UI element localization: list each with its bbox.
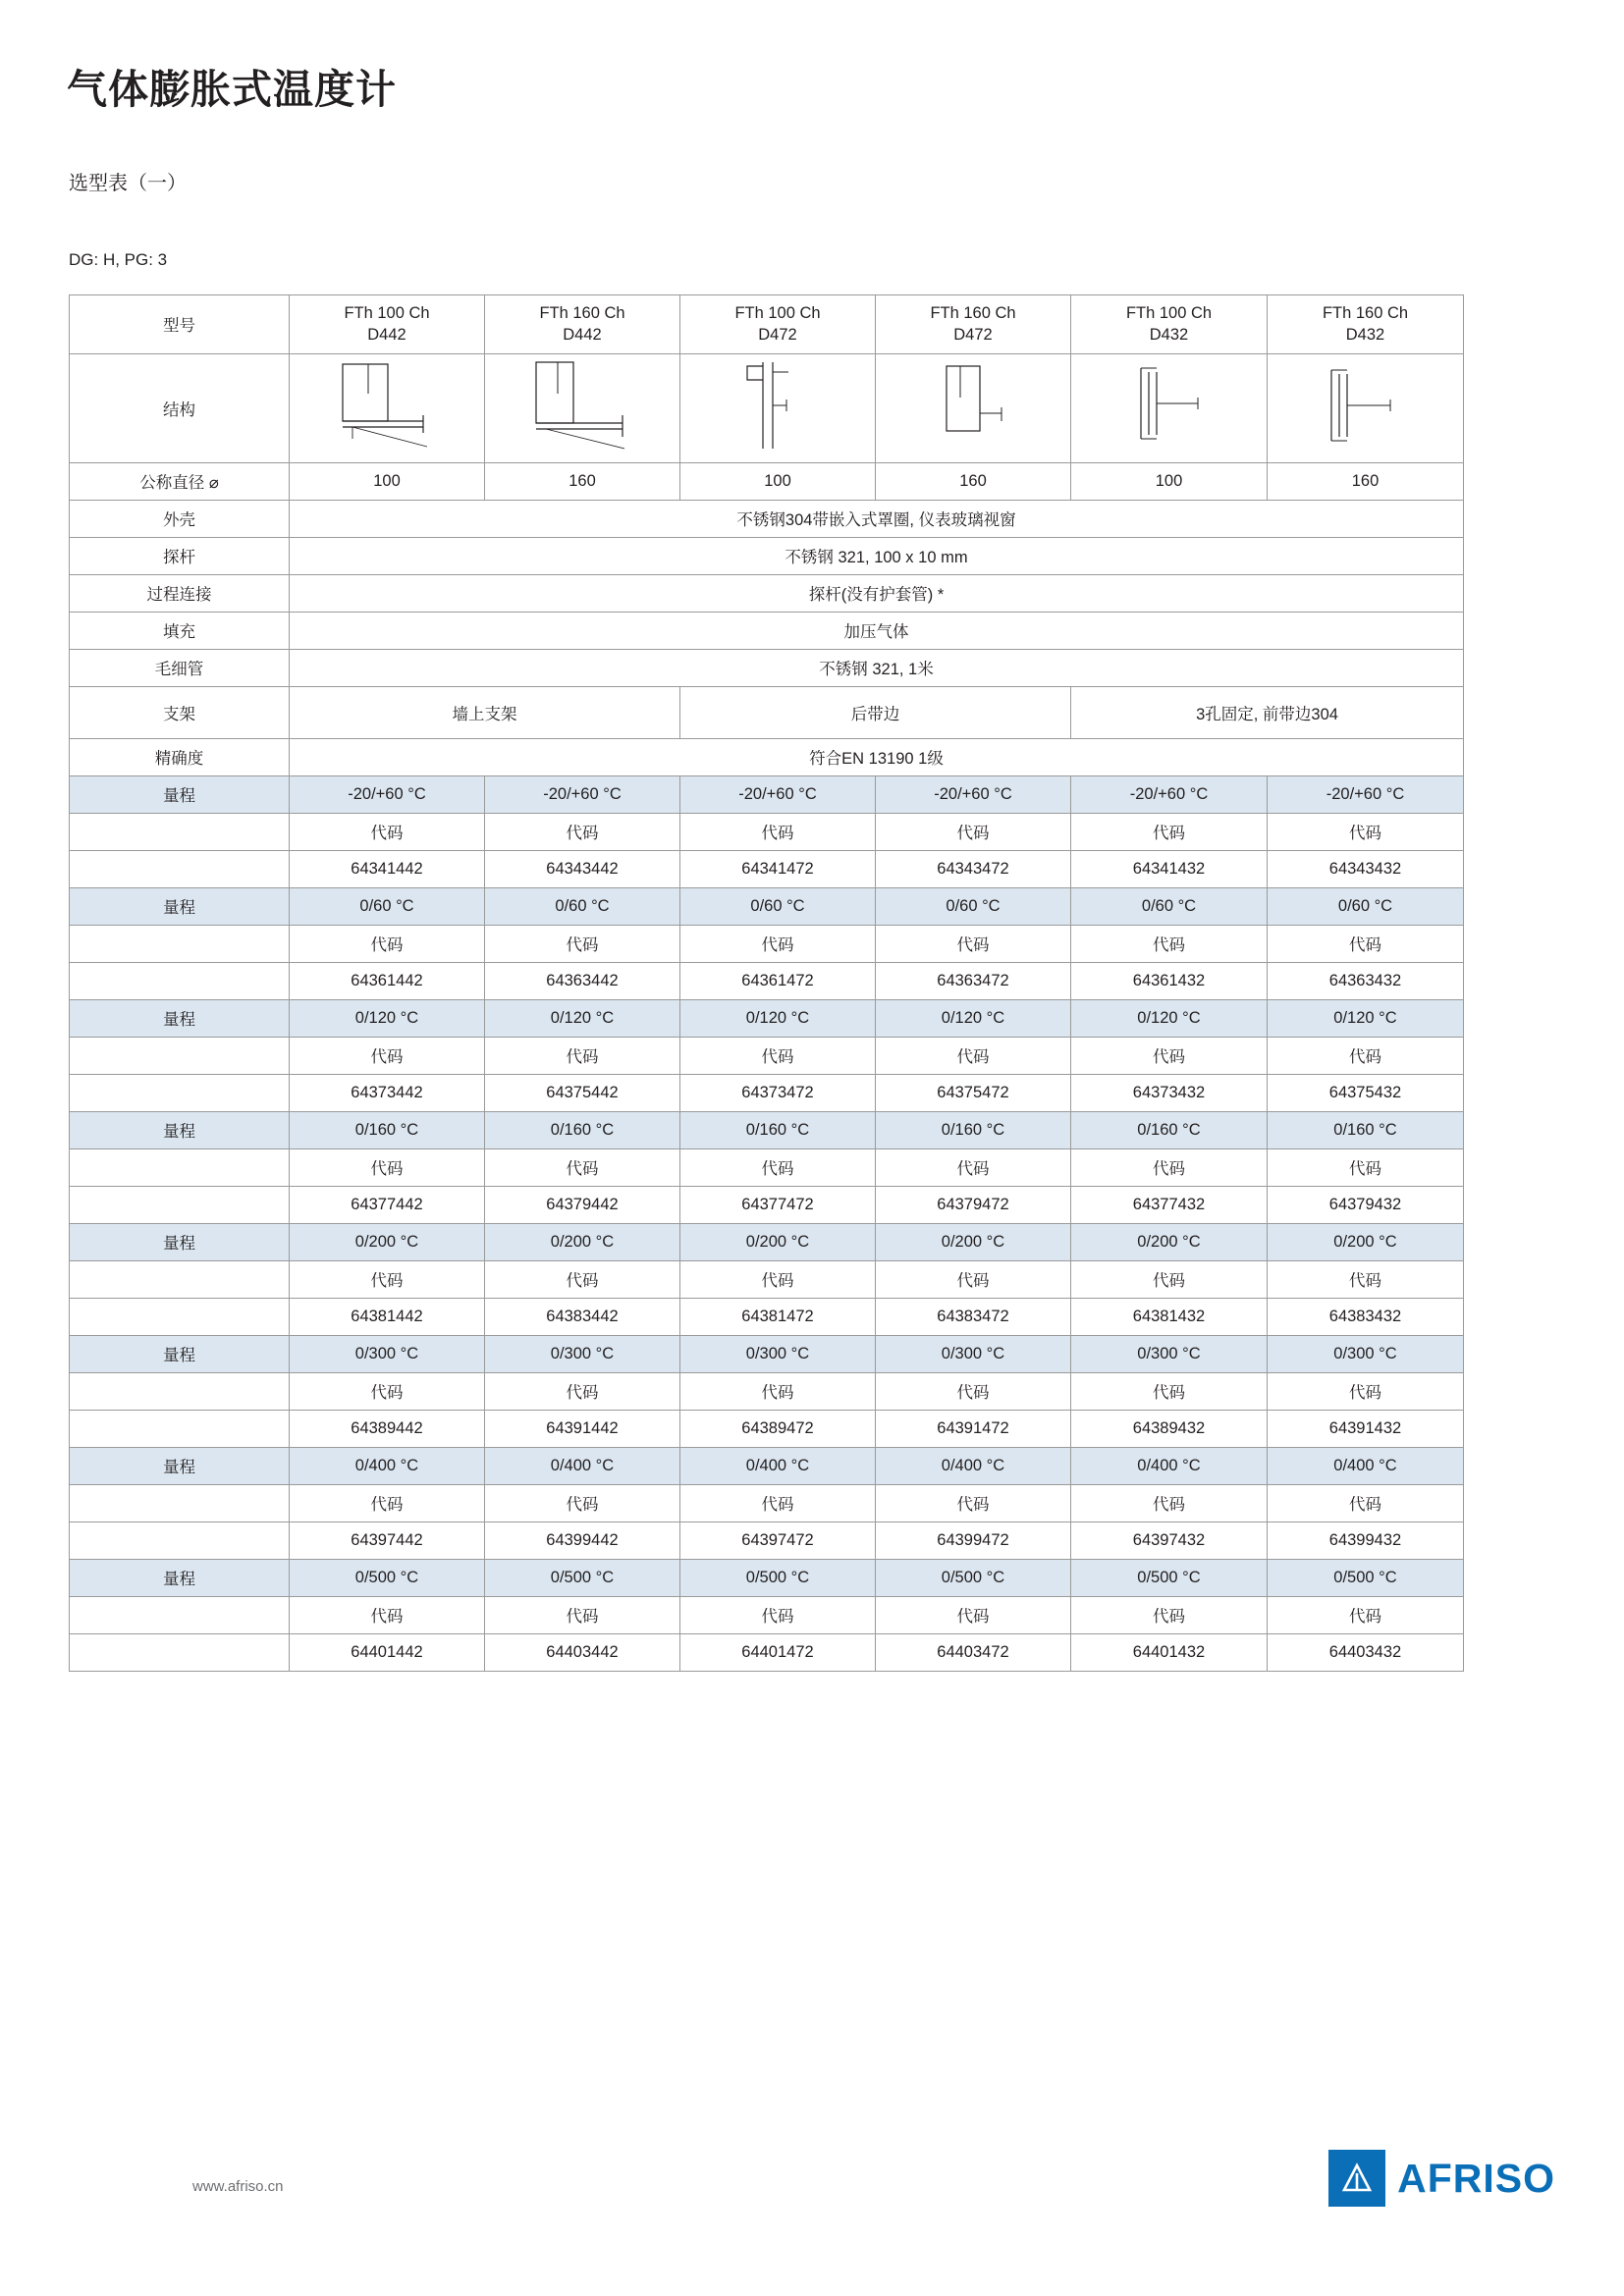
table-row-code-label — [70, 925, 1464, 962]
range-value: 0/160 °C — [680, 1111, 876, 1148]
code-value: 64403442 — [485, 1633, 680, 1671]
range-value: 0/200 °C — [1268, 1223, 1464, 1260]
table-row-capillary — [70, 649, 1464, 686]
thermometer-front-flange-160-icon — [1292, 354, 1439, 462]
range-value: 0/120 °C — [1071, 999, 1268, 1037]
code-label: 代码 — [1071, 1484, 1268, 1522]
bracket-value-3: 3孔固定, 前带边304 — [1071, 686, 1464, 738]
code-label: 代码 — [1071, 1372, 1268, 1410]
code-value: 64397442 — [290, 1522, 485, 1559]
stem-value: 不锈钢 321, 100 x 10 mm — [290, 537, 1464, 574]
nominal-diameter-2: 160 — [485, 462, 680, 500]
range-value: -20/+60 °C — [876, 775, 1071, 813]
nominal-diameter-3: 100 — [680, 462, 876, 500]
code-label: 代码 — [290, 925, 485, 962]
model-line2: D442 — [367, 326, 406, 345]
table-row-bracket — [70, 686, 1464, 738]
page-subtitle: 选型表（一） — [69, 173, 187, 194]
thermometer-rear-flange-160-icon — [899, 354, 1047, 462]
range-value: -20/+60 °C — [680, 775, 876, 813]
nominal-diameter-4: 160 — [876, 462, 1071, 500]
afriso-logo — [1328, 2150, 1555, 2207]
row-label-empty — [70, 1298, 290, 1335]
table-cell-model-6 — [1268, 295, 1464, 354]
code-value: 64363472 — [876, 962, 1071, 999]
code-label: 代码 — [1268, 1037, 1464, 1074]
table-row-accuracy — [70, 738, 1464, 775]
model-line2: D432 — [1345, 326, 1385, 345]
code-value: 64383472 — [876, 1298, 1071, 1335]
row-label-empty — [70, 1074, 290, 1111]
code-value: 64379472 — [876, 1186, 1071, 1223]
table-row-structure — [70, 353, 1464, 462]
table-row-code-label — [70, 1484, 1464, 1522]
range-value: 0/160 °C — [290, 1111, 485, 1148]
model-line1: FTh 160 Ch — [539, 304, 625, 322]
row-label-range: 量程 — [70, 1559, 290, 1596]
range-value: 0/300 °C — [485, 1335, 680, 1372]
code-value: 64341442 — [290, 850, 485, 887]
range-value: 0/120 °C — [1268, 999, 1464, 1037]
range-value: 0/60 °C — [485, 887, 680, 925]
nominal-diameter-6: 160 — [1268, 462, 1464, 500]
table-row-code-value — [70, 1074, 1464, 1111]
table-row-range — [70, 999, 1464, 1037]
range-value: 0/500 °C — [876, 1559, 1071, 1596]
code-label: 代码 — [485, 925, 680, 962]
range-value: 0/120 °C — [290, 999, 485, 1037]
range-value: 0/160 °C — [1071, 1111, 1268, 1148]
model-line1: FTh 160 Ch — [930, 304, 1016, 322]
model-line2: D472 — [758, 326, 797, 345]
table-row-code-value — [70, 1298, 1464, 1335]
code-value: 64397432 — [1071, 1522, 1268, 1559]
table-row-code-value — [70, 1633, 1464, 1671]
code-value: 64361442 — [290, 962, 485, 999]
row-label-capillary: 毛细管 — [70, 649, 290, 686]
code-value: 64399442 — [485, 1522, 680, 1559]
code-label: 代码 — [1071, 1037, 1268, 1074]
row-label-empty — [70, 1410, 290, 1447]
table-row-nominal-diameter — [70, 462, 1464, 500]
code-label: 代码 — [1071, 813, 1268, 850]
code-value: 64397472 — [680, 1522, 876, 1559]
code-label: 代码 — [485, 1260, 680, 1298]
code-value: 64379432 — [1268, 1186, 1464, 1223]
table-row-process-connection — [70, 574, 1464, 612]
bracket-value-1: 墙上支架 — [290, 686, 680, 738]
row-label-empty — [70, 962, 290, 999]
table-row-code-value — [70, 1522, 1464, 1559]
thermometer-rear-flange-100-icon — [704, 354, 851, 462]
code-value: 64363442 — [485, 962, 680, 999]
row-label-empty — [70, 1260, 290, 1298]
range-value: 0/200 °C — [876, 1223, 1071, 1260]
code-value: 64401442 — [290, 1633, 485, 1671]
table-cell-model-2 — [485, 295, 680, 354]
nominal-diameter-1: 100 — [290, 462, 485, 500]
table-row-code-value — [70, 1186, 1464, 1223]
code-value: 64399472 — [876, 1522, 1071, 1559]
range-value: 0/500 °C — [1268, 1559, 1464, 1596]
table-row-code-label — [70, 1260, 1464, 1298]
code-value: 64341472 — [680, 850, 876, 887]
table-row-filling — [70, 612, 1464, 649]
row-label-empty — [70, 813, 290, 850]
code-value: 64403472 — [876, 1633, 1071, 1671]
code-value: 64399432 — [1268, 1522, 1464, 1559]
table-row-housing — [70, 500, 1464, 537]
filling-value: 加压气体 — [290, 612, 1464, 649]
range-value: -20/+60 °C — [290, 775, 485, 813]
code-value: 64375432 — [1268, 1074, 1464, 1111]
table-row-code-value — [70, 962, 1464, 999]
row-label-stem: 探杆 — [70, 537, 290, 574]
row-label-empty — [70, 850, 290, 887]
code-label: 代码 — [290, 1037, 485, 1074]
code-label: 代码 — [876, 1148, 1071, 1186]
page-title: 气体膨胀式温度计 — [67, 67, 397, 112]
structure-drawing-4 — [876, 353, 1071, 462]
range-value: 0/500 °C — [290, 1559, 485, 1596]
thermometer-wall-bracket-160-icon — [509, 354, 656, 462]
range-value: 0/500 °C — [1071, 1559, 1268, 1596]
code-value: 64389472 — [680, 1410, 876, 1447]
code-value: 64363432 — [1268, 962, 1464, 999]
code-value: 64375472 — [876, 1074, 1071, 1111]
code-label: 代码 — [680, 1484, 876, 1522]
code-label: 代码 — [680, 813, 876, 850]
row-label-housing: 外壳 — [70, 500, 290, 537]
code-label: 代码 — [1071, 1260, 1268, 1298]
range-value: 0/200 °C — [680, 1223, 876, 1260]
code-label: 代码 — [290, 1372, 485, 1410]
code-label: 代码 — [1071, 1596, 1268, 1633]
row-label-range: 量程 — [70, 1111, 290, 1148]
code-label: 代码 — [1268, 1596, 1464, 1633]
range-value: 0/400 °C — [1268, 1447, 1464, 1484]
table-cell-model-1 — [290, 295, 485, 354]
code-label: 代码 — [485, 1484, 680, 1522]
row-label-range: 量程 — [70, 1447, 290, 1484]
code-label: 代码 — [290, 1596, 485, 1633]
code-label: 代码 — [680, 1260, 876, 1298]
code-label: 代码 — [680, 1148, 876, 1186]
row-label-empty — [70, 1372, 290, 1410]
range-value: 0/300 °C — [1268, 1335, 1464, 1372]
code-label: 代码 — [290, 813, 485, 850]
code-value: 64381442 — [290, 1298, 485, 1335]
structure-drawing-1 — [290, 353, 485, 462]
range-value: 0/160 °C — [876, 1111, 1071, 1148]
code-value: 64373442 — [290, 1074, 485, 1111]
housing-value: 不锈钢304带嵌入式罩圈, 仪表玻璃视窗 — [290, 500, 1464, 537]
code-label: 代码 — [680, 1596, 876, 1633]
footer-url[interactable]: www.afriso.cn — [192, 2178, 284, 2195]
range-value: 0/500 °C — [485, 1559, 680, 1596]
range-value: 0/120 °C — [485, 999, 680, 1037]
range-value: 0/300 °C — [876, 1335, 1071, 1372]
table-cell-model-5 — [1071, 295, 1268, 354]
range-value: 0/200 °C — [485, 1223, 680, 1260]
range-value: 0/200 °C — [1071, 1223, 1268, 1260]
code-value: 64389432 — [1071, 1410, 1268, 1447]
accuracy-value: 符合EN 13190 1级 — [290, 738, 1464, 775]
code-label: 代码 — [876, 1484, 1071, 1522]
code-value: 64383442 — [485, 1298, 680, 1335]
code-value: 64383432 — [1268, 1298, 1464, 1335]
table-row-code-label — [70, 1148, 1464, 1186]
range-value: 0/400 °C — [680, 1447, 876, 1484]
table-row-code-label — [70, 813, 1464, 850]
code-label: 代码 — [1268, 1484, 1464, 1522]
row-label-accuracy: 精确度 — [70, 738, 290, 775]
code-label: 代码 — [680, 1037, 876, 1074]
code-value: 64381432 — [1071, 1298, 1268, 1335]
range-value: 0/120 °C — [876, 999, 1071, 1037]
range-value: 0/160 °C — [485, 1111, 680, 1148]
range-value: -20/+60 °C — [1071, 775, 1268, 813]
code-value: 64389442 — [290, 1410, 485, 1447]
code-value: 64391432 — [1268, 1410, 1464, 1447]
model-line1: FTh 160 Ch — [1322, 304, 1409, 322]
range-value: -20/+60 °C — [1268, 775, 1464, 813]
code-value: 64391472 — [876, 1410, 1071, 1447]
range-value: 0/300 °C — [290, 1335, 485, 1372]
row-label-empty — [70, 925, 290, 962]
range-value: 0/400 °C — [485, 1447, 680, 1484]
dg-pg-line: DG: H, PG: 3 — [69, 250, 168, 269]
range-value: 0/400 °C — [1071, 1447, 1268, 1484]
range-value: 0/120 °C — [680, 999, 876, 1037]
code-value: 64373472 — [680, 1074, 876, 1111]
thermometer-front-flange-100-icon — [1096, 354, 1243, 462]
row-label-range: 量程 — [70, 1223, 290, 1260]
code-value: 64377472 — [680, 1186, 876, 1223]
table-row-code-value — [70, 850, 1464, 887]
code-label: 代码 — [485, 1596, 680, 1633]
range-value: 0/60 °C — [680, 887, 876, 925]
row-label-range: 量程 — [70, 999, 290, 1037]
code-label: 代码 — [876, 1260, 1071, 1298]
structure-drawing-5 — [1071, 353, 1268, 462]
table-row-code-label — [70, 1596, 1464, 1633]
code-label: 代码 — [485, 1148, 680, 1186]
model-line1: FTh 100 Ch — [344, 304, 430, 322]
range-value: 0/60 °C — [1268, 887, 1464, 925]
range-value: 0/500 °C — [680, 1559, 876, 1596]
capillary-value: 不锈钢 321, 1米 — [290, 649, 1464, 686]
code-label: 代码 — [1071, 1148, 1268, 1186]
code-label: 代码 — [290, 1484, 485, 1522]
model-line2: D432 — [1149, 326, 1189, 345]
row-label-empty — [70, 1037, 290, 1074]
nominal-diameter-5: 100 — [1071, 462, 1268, 500]
table-row-range — [70, 1447, 1464, 1484]
code-value: 64361472 — [680, 962, 876, 999]
code-label: 代码 — [680, 1372, 876, 1410]
code-value: 64361432 — [1071, 962, 1268, 999]
code-value: 64377442 — [290, 1186, 485, 1223]
table-row-stem — [70, 537, 1464, 574]
table-cell-model-3 — [680, 295, 876, 354]
code-label: 代码 — [485, 813, 680, 850]
code-label: 代码 — [680, 925, 876, 962]
code-label: 代码 — [290, 1260, 485, 1298]
model-line1: FTh 100 Ch — [1125, 304, 1213, 322]
range-value: 0/400 °C — [876, 1447, 1071, 1484]
code-label: 代码 — [1268, 1148, 1464, 1186]
row-label-empty — [70, 1484, 290, 1522]
table-cell-model-4 — [876, 295, 1071, 354]
code-value: 64401472 — [680, 1633, 876, 1671]
table-row-code-label — [70, 1372, 1464, 1410]
structure-drawing-2 — [485, 353, 680, 462]
row-label-empty — [70, 1522, 290, 1559]
row-label-structure: 结构 — [70, 353, 290, 462]
row-label-range: 量程 — [70, 775, 290, 813]
afriso-mark-icon — [1328, 2150, 1385, 2207]
code-value: 64373432 — [1071, 1074, 1268, 1111]
row-label-model: 型号 — [70, 295, 290, 354]
code-label: 代码 — [1268, 1260, 1464, 1298]
model-line2: D472 — [953, 326, 993, 345]
table-row-model — [70, 295, 1464, 354]
range-value: -20/+60 °C — [485, 775, 680, 813]
table-row-range — [70, 775, 1464, 813]
process-connection-value: 探杆(没有护套管) * — [290, 574, 1464, 612]
row-label-bracket: 支架 — [70, 686, 290, 738]
table-row-range — [70, 887, 1464, 925]
code-label: 代码 — [485, 1372, 680, 1410]
code-value: 64391442 — [485, 1410, 680, 1447]
row-label-range: 量程 — [70, 887, 290, 925]
structure-drawing-3 — [680, 353, 876, 462]
code-label: 代码 — [876, 925, 1071, 962]
code-label: 代码 — [1071, 925, 1268, 962]
model-line1: FTh 100 Ch — [734, 304, 821, 322]
code-value: 64381472 — [680, 1298, 876, 1335]
row-label-filling: 填充 — [70, 612, 290, 649]
table-row-code-value — [70, 1410, 1464, 1447]
range-value: 0/60 °C — [1071, 887, 1268, 925]
code-value: 64343432 — [1268, 850, 1464, 887]
row-label-empty — [70, 1148, 290, 1186]
code-value: 64401432 — [1071, 1633, 1268, 1671]
row-label-range: 量程 — [70, 1335, 290, 1372]
range-value: 0/400 °C — [290, 1447, 485, 1484]
table-row-code-label — [70, 1037, 1464, 1074]
range-value: 0/300 °C — [680, 1335, 876, 1372]
code-value: 64343472 — [876, 850, 1071, 887]
table-row-range — [70, 1335, 1464, 1372]
table-row-range — [70, 1223, 1464, 1260]
code-label: 代码 — [1268, 925, 1464, 962]
code-label: 代码 — [485, 1037, 680, 1074]
code-value: 64341432 — [1071, 850, 1268, 887]
code-label: 代码 — [1268, 813, 1464, 850]
code-value: 64377432 — [1071, 1186, 1268, 1223]
row-label-empty — [70, 1186, 290, 1223]
range-value: 0/60 °C — [290, 887, 485, 925]
code-value: 64375442 — [485, 1074, 680, 1111]
row-label-process-connection: 过程连接 — [70, 574, 290, 612]
bracket-value-2: 后带边 — [680, 686, 1071, 738]
code-value: 64403432 — [1268, 1633, 1464, 1671]
thermometer-wall-bracket-100-icon — [313, 354, 460, 462]
table-row-range — [70, 1111, 1464, 1148]
code-value: 64343442 — [485, 850, 680, 887]
code-label: 代码 — [876, 1372, 1071, 1410]
row-label-empty — [70, 1596, 290, 1633]
range-value: 0/300 °C — [1071, 1335, 1268, 1372]
model-line2: D442 — [563, 326, 602, 345]
code-label: 代码 — [876, 1037, 1071, 1074]
code-label: 代码 — [876, 1596, 1071, 1633]
range-value: 0/160 °C — [1268, 1111, 1464, 1148]
range-value: 0/60 °C — [876, 887, 1071, 925]
selection-table — [69, 294, 1464, 1672]
code-label: 代码 — [1268, 1372, 1464, 1410]
code-value: 64379442 — [485, 1186, 680, 1223]
row-label-nominal-diameter: 公称直径 ⌀ — [70, 462, 290, 500]
code-label: 代码 — [876, 813, 1071, 850]
range-value: 0/200 °C — [290, 1223, 485, 1260]
afriso-logo-text: AFRISO — [1397, 2155, 1555, 2201]
structure-drawing-6 — [1268, 353, 1464, 462]
table-row-range — [70, 1559, 1464, 1596]
code-label: 代码 — [290, 1148, 485, 1186]
row-label-empty — [70, 1633, 290, 1671]
